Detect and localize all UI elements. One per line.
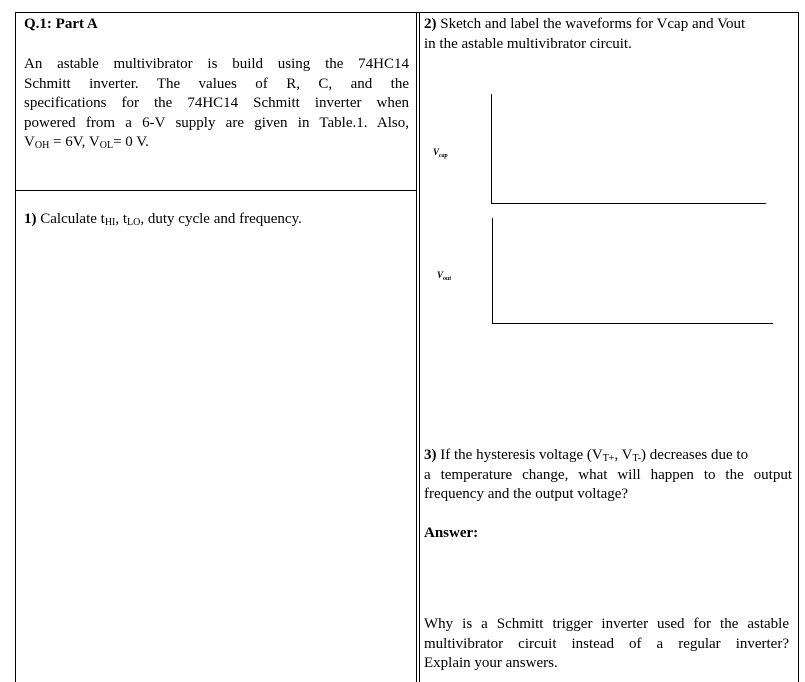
- question-1-number: 1): [24, 211, 37, 227]
- column-divider: [416, 12, 417, 682]
- question-4: [424, 615, 789, 674]
- question-4-line-3: Explain your answers.: [424, 655, 558, 671]
- intro-paragraph: [24, 55, 409, 153]
- intro-line-4: powered from a 6-V supply are given in Table.1. Also,: [24, 114, 409, 131]
- intro-line-5: $V_{OH} = 6V$, $V_{OL}= 0$ V.: [24, 134, 149, 151]
- question-1: 1) Calculate $t_{HI}$, $t_{LO}$, duty cycle and frequency.: [24, 211, 302, 228]
- vout-y-axis: [492, 218, 493, 324]
- column-divider-inner: [419, 12, 420, 682]
- vout-axis-label: $V_{out}$: [437, 270, 452, 282]
- question-3-line-1: 3) If the hysteresis voltage ($V_{T+}$, $V_{T-}$) decreases due to: [424, 447, 749, 464]
- question-2-line-1: 2) Sketch and label the waveforms for Vcap and Vout: [424, 16, 746, 32]
- left-cell-divider: [15, 190, 416, 191]
- intro-line-3: specifications for the 74HC14 Schmitt inverter when: [24, 95, 409, 111]
- part-title: Q.1: Part A: [24, 16, 98, 32]
- answer-label: Answer:: [424, 525, 479, 541]
- question-4-line-1: Why is a Schmitt trigger inverter used for the astable: [424, 616, 789, 632]
- question-3-line-3: frequency and the output voltage?: [424, 486, 629, 502]
- vcap-axis-label: $V_{cap}$: [433, 147, 448, 159]
- table-border-top: [15, 12, 799, 13]
- intro-line-2: Schmitt inverter. The values of R, C, and the: [24, 75, 409, 92]
- table-border-right: [798, 12, 799, 682]
- table-border-left: [15, 12, 16, 682]
- vcap-x-axis: [491, 203, 766, 204]
- question-3: [424, 446, 792, 505]
- question-3-line-2: a temperature change, what will happen to the output: [424, 466, 792, 483]
- vout-x-axis: [492, 323, 773, 324]
- vcap-y-axis: [491, 94, 492, 204]
- question-2-line-2: in the astable multivibrator circuit.: [424, 35, 632, 52]
- intro-line-1: An astable multivibrator is build using the 74HC14: [24, 56, 409, 72]
- question-2: [424, 15, 792, 54]
- question-4-line-2: multivibrator circuit instead of a regular inverter?: [424, 635, 789, 652]
